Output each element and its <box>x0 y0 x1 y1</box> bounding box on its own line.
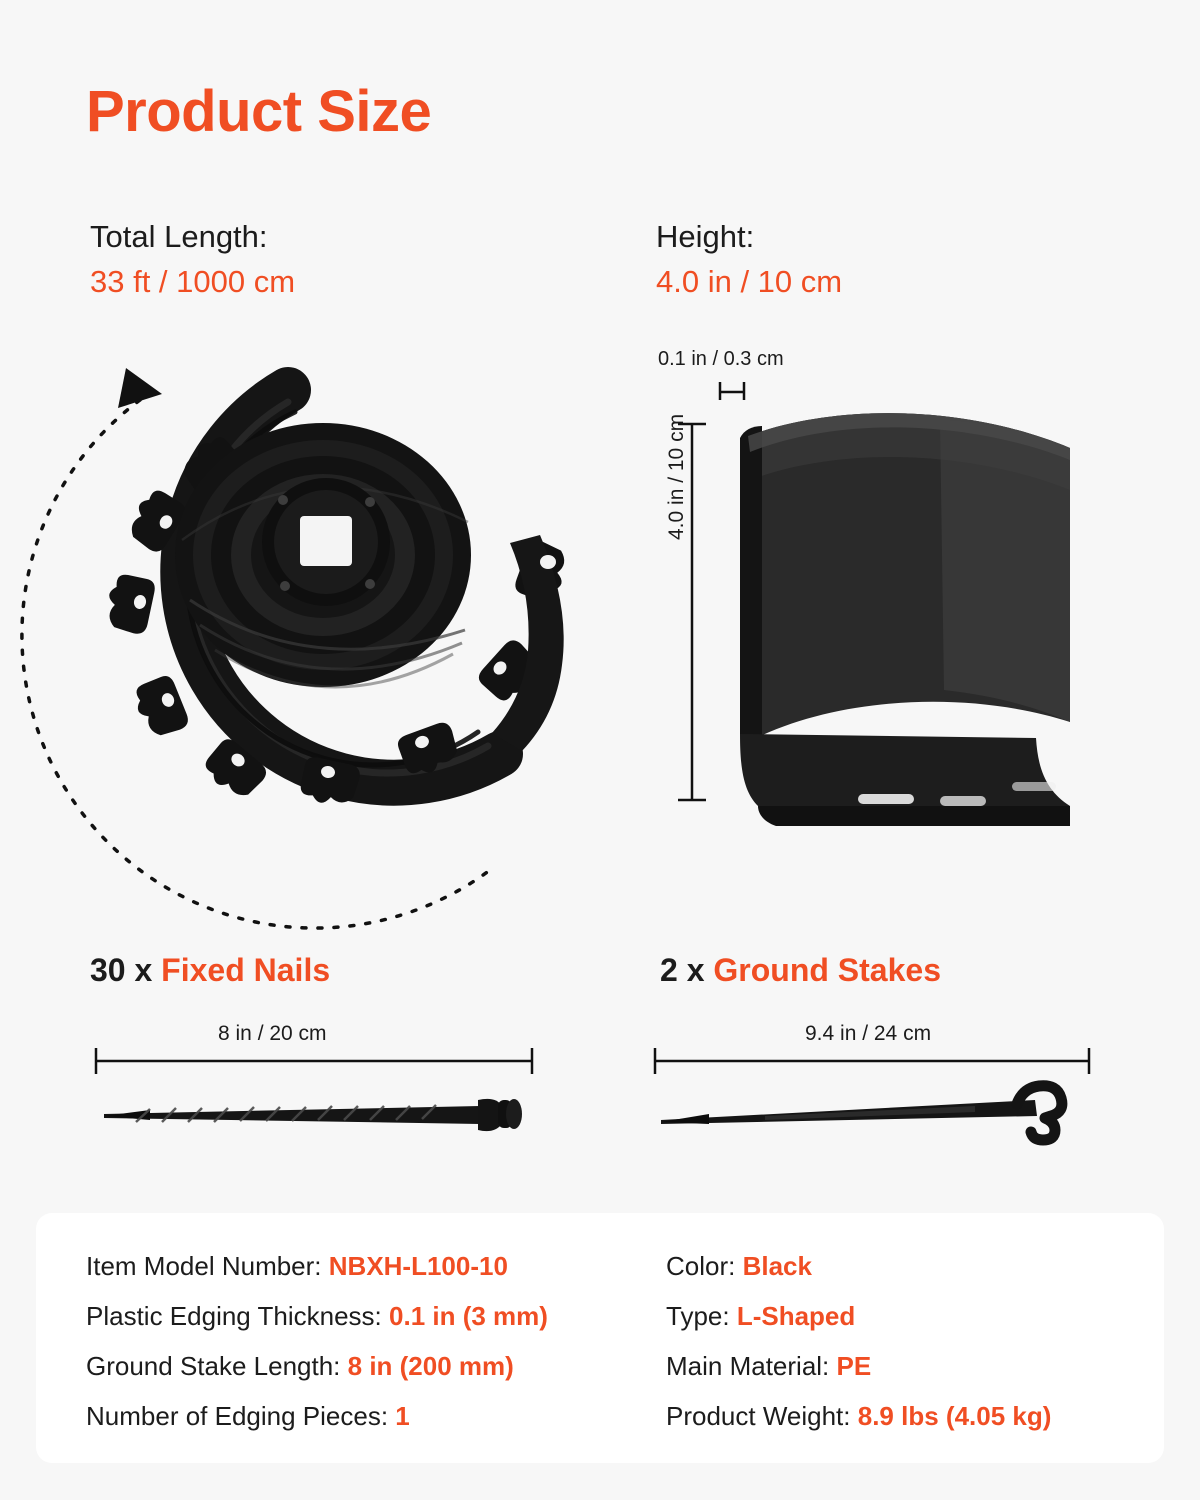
spec-row <box>86 1341 646 1391</box>
nail-svg <box>80 1040 550 1150</box>
spec-row <box>666 1241 1146 1291</box>
spec-row <box>666 1291 1146 1341</box>
page-title: Product Size <box>86 79 432 144</box>
spec-key: Type: <box>666 1301 730 1331</box>
edging-body <box>740 413 1070 826</box>
spec-value: NBXH-L100-10 <box>328 1251 508 1281</box>
coil-roll <box>175 423 471 687</box>
spec-value: 8 in (200 mm) <box>347 1351 514 1381</box>
edging-coil-illustration <box>70 350 630 910</box>
spec-height-value: 4.0 in / 10 cm <box>656 263 843 299</box>
strip-free-end <box>492 535 564 751</box>
nail-dimension <box>96 1048 532 1074</box>
spec-key: Product Weight: <box>666 1401 851 1431</box>
ground-stakes-count: 2 x <box>660 952 714 988</box>
spec-key: Color: <box>666 1251 736 1281</box>
spec-table-card <box>36 1213 1164 1463</box>
stake-body <box>661 1086 1062 1140</box>
spec-value: Black <box>742 1251 812 1281</box>
spec-row <box>666 1391 1146 1441</box>
fixed-nail-dimension-label: 8 in / 20 cm <box>218 1022 327 1045</box>
ground-stake-illustration <box>645 1040 1105 1150</box>
spec-height <box>656 218 842 302</box>
spec-value: PE <box>836 1351 872 1381</box>
spec-key: Ground Stake Length: <box>86 1351 341 1381</box>
spec-row <box>86 1391 646 1441</box>
spec-key: Item Model Number: <box>86 1251 322 1281</box>
spec-total-length <box>90 218 295 302</box>
spec-value: 1 <box>395 1401 410 1431</box>
spec-value: L-Shaped <box>736 1301 856 1331</box>
fixed-nails-name: Fixed Nails <box>161 952 331 988</box>
spec-total-length-value: 33 ft / 1000 cm <box>90 263 296 299</box>
stake-dimension <box>655 1048 1089 1074</box>
spec-row <box>86 1241 646 1291</box>
spec-table-right-column <box>666 1241 1146 1441</box>
coil-svg <box>70 350 630 910</box>
spec-total-length-label: Total Length: <box>90 219 268 254</box>
nail-body <box>104 1099 522 1131</box>
stake-svg <box>645 1040 1105 1150</box>
fixed-nails-count: 30 x <box>90 952 162 988</box>
profile-thickness-label: 0.1 in / 0.3 cm <box>658 348 784 370</box>
ground-stake-dimension-label: 9.4 in / 24 cm <box>805 1022 932 1045</box>
spec-key: Number of Edging Pieces: <box>86 1401 389 1431</box>
profile-height-label: 4.0 in / 10 cm <box>665 413 688 540</box>
spec-height-label: Height: <box>656 219 755 254</box>
height-dimension <box>678 424 706 800</box>
ground-stakes-name: Ground Stakes <box>713 952 941 988</box>
spec-value: 0.1 in (3 mm) <box>389 1301 548 1331</box>
spec-row <box>666 1341 1146 1391</box>
fixed-nails-heading <box>90 952 330 989</box>
fixed-nail-illustration <box>80 1040 550 1150</box>
spec-value: 8.9 lbs (4.05 kg) <box>857 1401 1052 1431</box>
edging-profile-illustration <box>640 340 1110 860</box>
spec-key: Main Material: <box>666 1351 830 1381</box>
thickness-dimension <box>720 382 744 400</box>
ground-stakes-heading <box>660 952 941 989</box>
spec-table-left-column <box>86 1241 646 1441</box>
profile-svg <box>640 340 1110 860</box>
spec-row <box>86 1291 646 1341</box>
spec-key: Plastic Edging Thickness: <box>86 1301 382 1331</box>
